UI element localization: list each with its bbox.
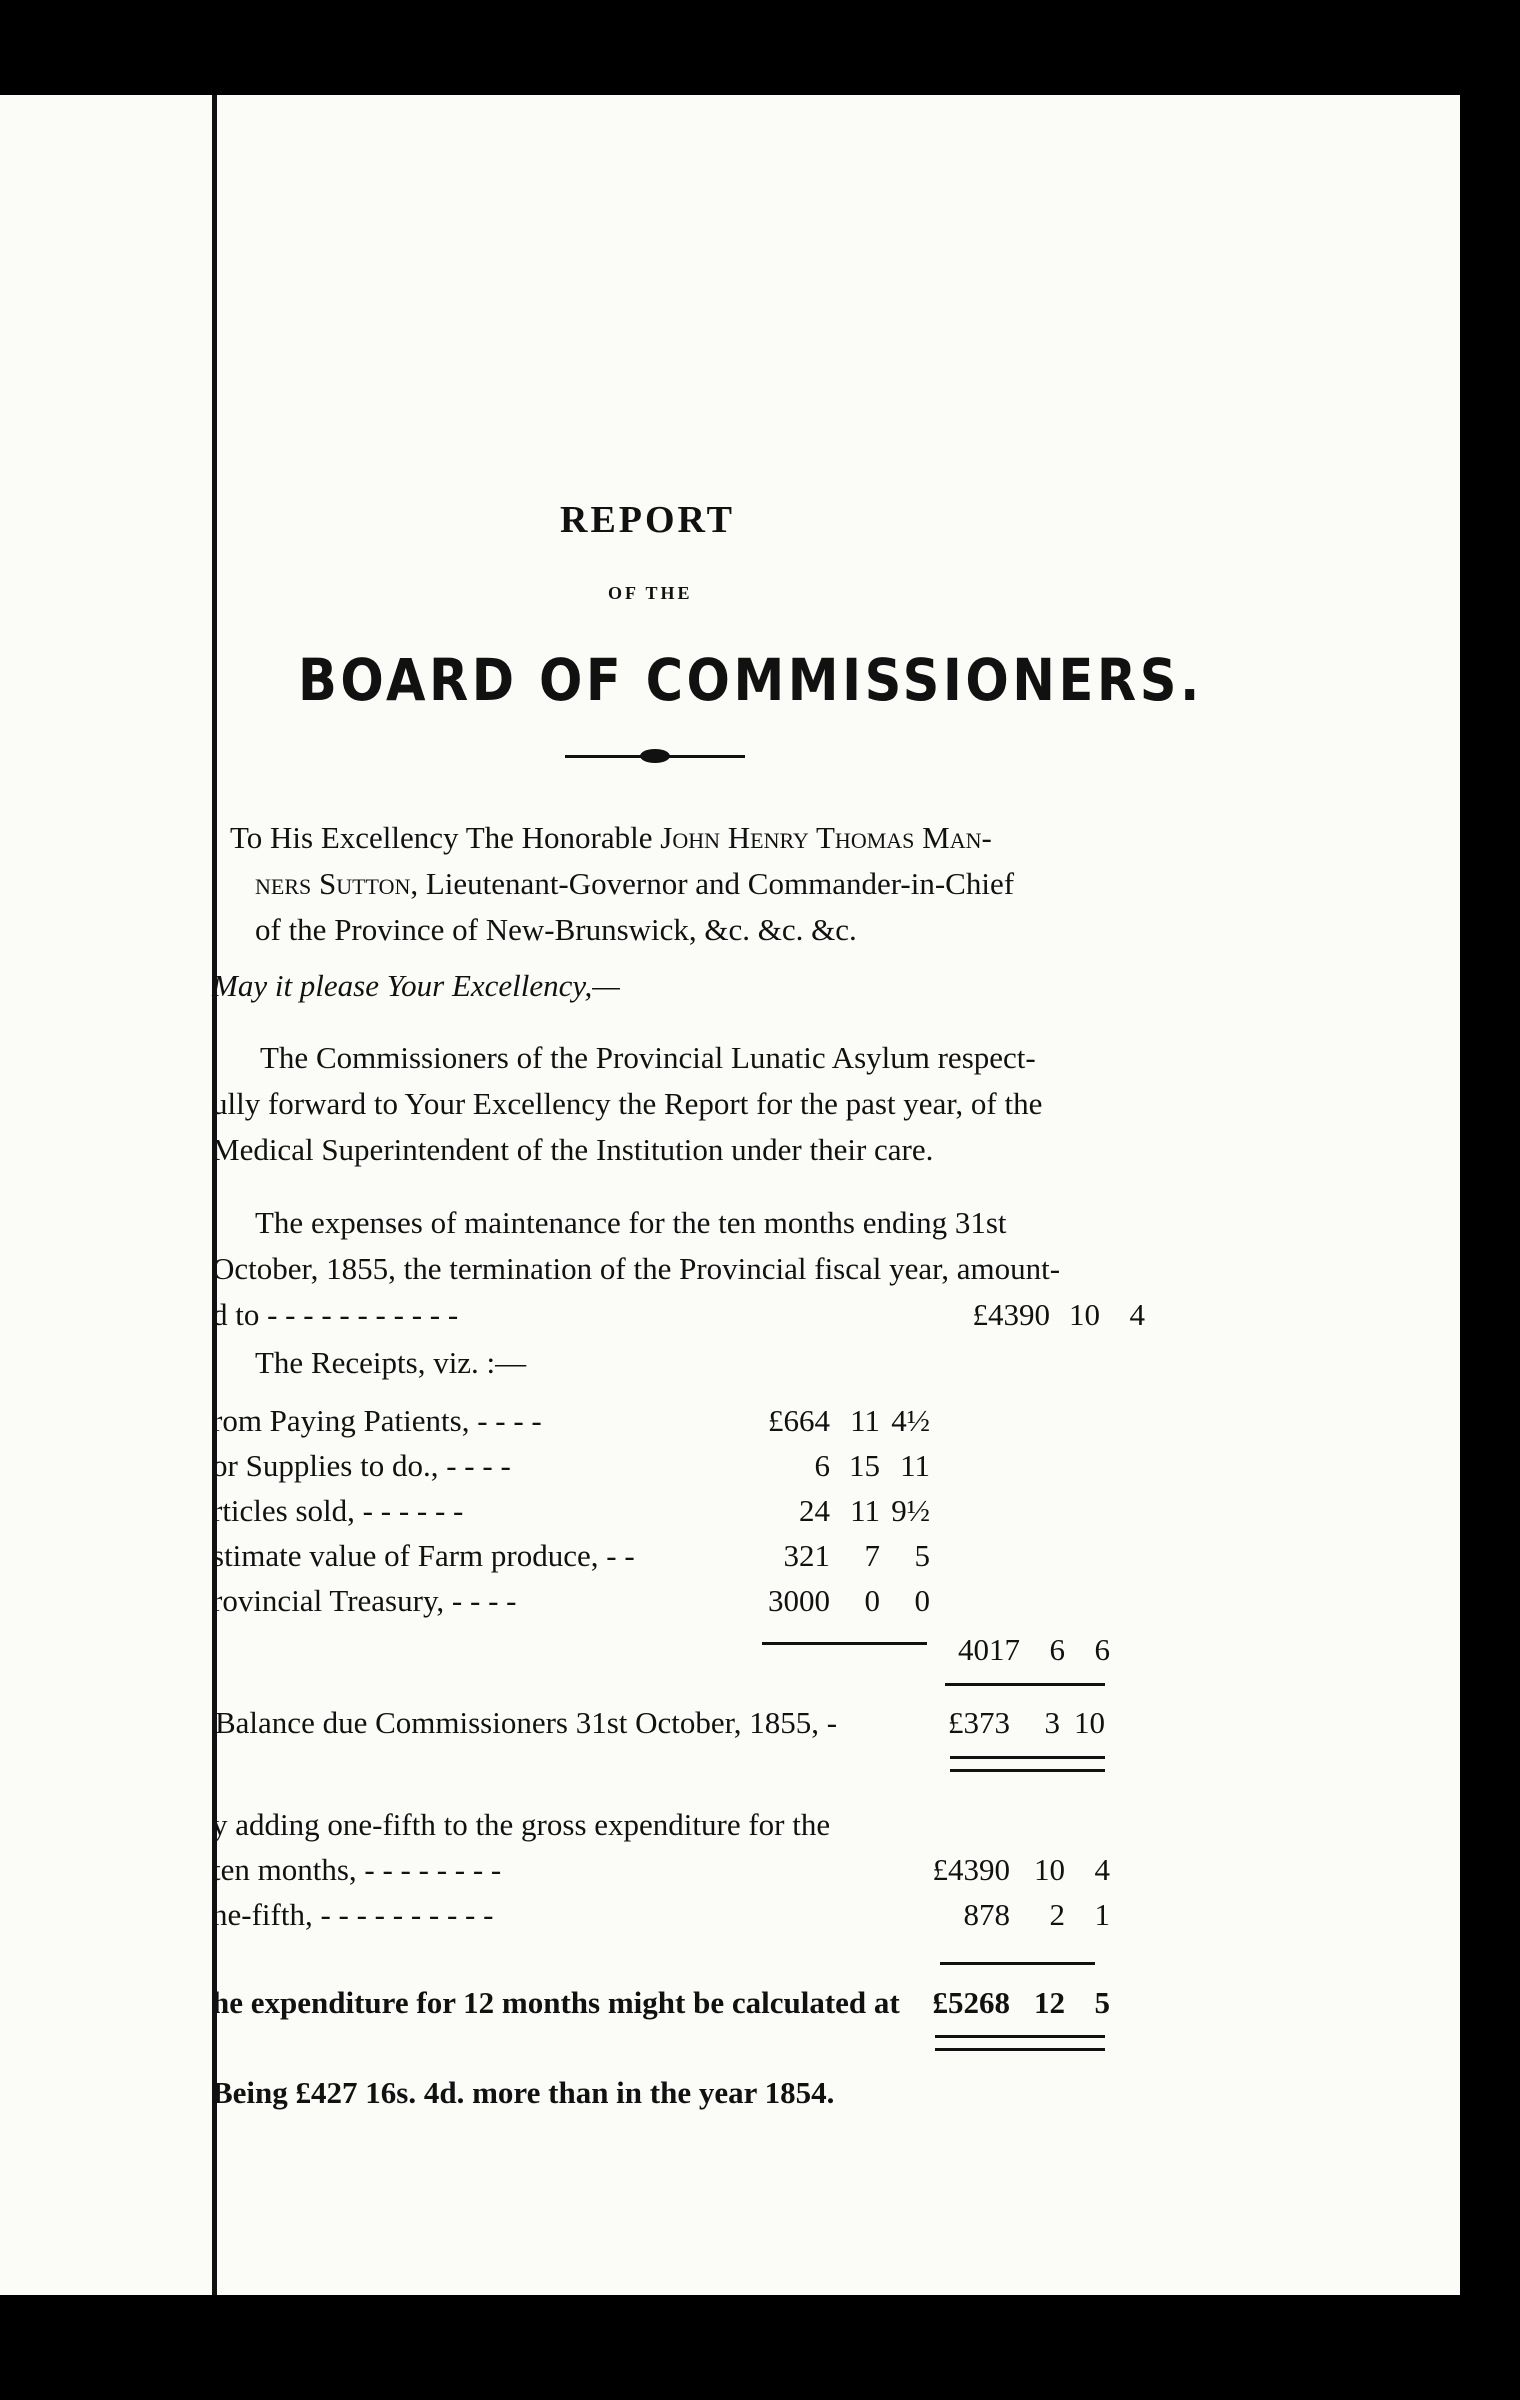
address-line-2 (255, 861, 1014, 907)
receipt-shillings: 0 (864, 1583, 880, 1618)
receipts-heading: The Receipts, viz. :— (255, 1345, 527, 1380)
receipts-total-shillings: 6 (1049, 1632, 1065, 1667)
receipt-pounds: £664 (768, 1403, 830, 1438)
receipt-pounds: 3000 (768, 1583, 830, 1618)
one-fifth-pounds: 878 (963, 1897, 1010, 1932)
receipt-shillings: 11 (850, 1403, 880, 1438)
paragraph-1-line-1: The Commissioners of the Provincial Lunatic Asylum respect- (260, 1040, 1036, 1075)
receipt-pence: 4½ (891, 1403, 930, 1438)
receipt-label: stimate value of Farm produce, - - (212, 1538, 635, 1573)
paragraph-2-line-2: October, 1855, the termination of the Provincial fiscal year, amount- (212, 1251, 1061, 1286)
total-rule (945, 1683, 1105, 1686)
addition-line-3: ne-fifth, - - - - - - - - - - (212, 1897, 494, 1932)
receipt-shillings: 15 (849, 1448, 880, 1483)
one-fifth-shillings: 2 (1049, 1897, 1065, 1932)
calculated-pounds: £5268 (932, 1985, 1010, 2020)
paragraph-1-line-3: Medical Superintendent of the Institution under their care. (212, 1132, 934, 1167)
ten-months-pence: 4 (1094, 1852, 1110, 1887)
address-text: Lieutenant-Governor and Commander-in-Chief (418, 866, 1015, 901)
page-edge-rule (212, 95, 217, 2295)
calculated-shillings: 12 (1034, 1985, 1065, 2020)
receipt-shillings: 7 (864, 1538, 880, 1573)
board-title: BOARD OF COMMISSIONERS. (298, 646, 1203, 714)
governor-surname: ners Sutton, (255, 866, 419, 901)
receipt-pounds: 321 (783, 1538, 830, 1573)
calculated-expenditure-label: he expenditure for 12 months might be calculated at (212, 1985, 900, 2020)
receipt-pence: 9½ (891, 1493, 930, 1528)
receipt-pence: 11 (900, 1448, 930, 1483)
addition-line-2: ten months, - - - - - - - - (212, 1852, 502, 1887)
expenses-pounds: £4390 (972, 1297, 1050, 1332)
balance-pence: 10 (1074, 1705, 1105, 1740)
receipts-sum-rule (762, 1642, 927, 1645)
receipt-pounds: 6 (814, 1448, 830, 1483)
receipt-label: or Supplies to do., - - - - (212, 1448, 511, 1483)
ornament-dot (640, 749, 670, 763)
address-line-1 (230, 815, 992, 861)
closing-statement: Being £427 16s. 4d. more than in the year 1854. (212, 2075, 835, 2110)
governor-name: John Henry Thomas Man- (660, 820, 992, 855)
of-the-subheading: OF THE (608, 583, 693, 603)
expenses-pence: 4 (1129, 1297, 1145, 1332)
one-fifth-pence: 1 (1094, 1897, 1110, 1932)
receipt-pence: 5 (914, 1538, 930, 1573)
balance-label: Balance due Commissioners 31st October, 1855, - (215, 1705, 838, 1740)
receipt-label: rom Paying Patients, - - - - (212, 1403, 542, 1438)
calculated-double-rule (935, 2035, 1105, 2051)
expenses-shillings: 10 (1069, 1297, 1100, 1332)
receipt-shillings: 11 (850, 1493, 880, 1528)
receipt-label: rovincial Treasury, - - - - (212, 1583, 517, 1618)
paragraph-2-line-1: The expenses of maintenance for the ten months ending 31st (255, 1205, 1007, 1240)
receipts-total-pounds: 4017 (958, 1632, 1020, 1667)
report-heading: REPORT (560, 499, 736, 541)
paragraph-1-line-2: ully forward to Your Excellency the Report for the past year, of the (212, 1086, 1043, 1121)
salutation: May it please Your Excellency,— (212, 968, 620, 1003)
receipt-pounds: 24 (799, 1493, 830, 1528)
balance-pounds: £373 (948, 1705, 1010, 1740)
sum-rule (940, 1962, 1095, 1965)
calculated-pence: 5 (1094, 1985, 1110, 2020)
paragraph-2-line-3: d to - - - - - - - - - - - (212, 1297, 459, 1332)
document-page (0, 95, 1460, 2295)
address-line-3: of the Province of New-Brunswick, &c. &c. &c. (255, 912, 857, 947)
receipt-label: rticles sold, - - - - - - (212, 1493, 464, 1528)
ten-months-shillings: 10 (1034, 1852, 1065, 1887)
ten-months-pounds: £4390 (932, 1852, 1010, 1887)
addition-line-1: y adding one-fifth to the gross expenditure for the (212, 1807, 831, 1842)
address-text: To His Excellency The Honorable (230, 820, 661, 855)
receipts-total-pence: 6 (1094, 1632, 1110, 1667)
balance-double-rule (950, 1756, 1105, 1772)
balance-shillings: 3 (1044, 1705, 1060, 1740)
receipt-pence: 0 (914, 1583, 930, 1618)
